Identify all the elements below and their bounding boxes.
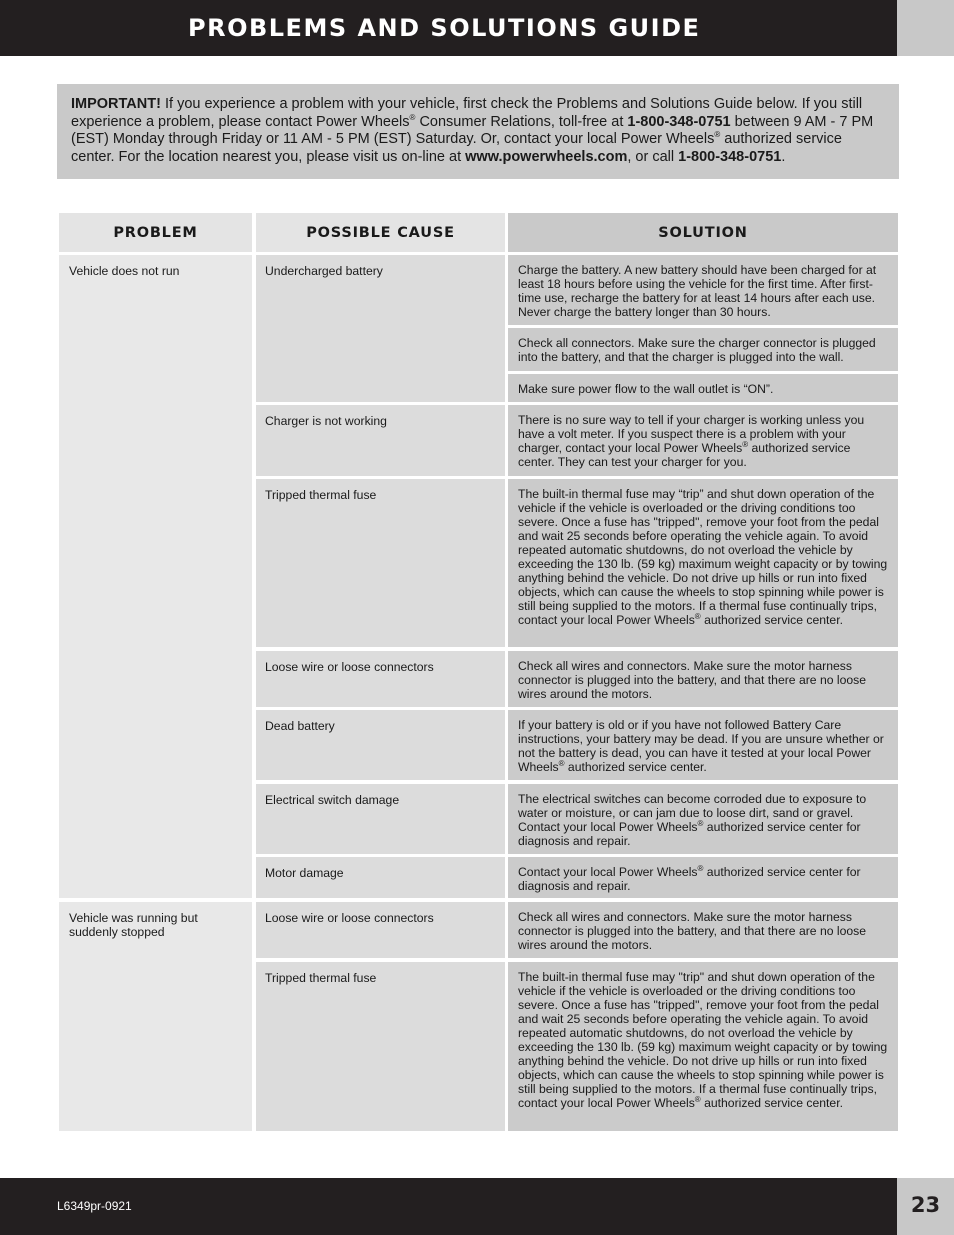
page-title: PROBLEMS AND SOLUTIONS GUIDE	[188, 14, 701, 42]
solution-text: Check all connectors. Make sure the charger connector is plugged into the battery, and that the charger is plugged into the wall.	[518, 336, 876, 364]
problem-cell: Vehicle does not run	[59, 255, 252, 898]
registered-mark: ®	[714, 130, 721, 140]
registered-mark: ®	[694, 611, 701, 621]
registered-mark: ®	[558, 758, 565, 768]
solution-text: authorized service center for diagnosis and repair.	[518, 865, 861, 893]
solution-cell	[508, 651, 898, 707]
column-header-solution: SOLUTION	[508, 213, 898, 252]
solution-cell	[508, 784, 898, 854]
website-link[interactable]: www.powerwheels.com	[465, 148, 628, 165]
solution-text: The built-in thermal fuse may "trip" and shut down operation of the vehicle if the vehicle is overloaded or the driving conditions too severe. Once a fuse has "tripped", remove your foot from the pedal and wait 25 seconds before operating the vehicle again. To avoid repeated automatic shutdowns, do not overload the vehicle by exceeding the 130 lb. (59 kg) maximum weight capacity or by towing anything behind the vehicle. Do not drive up hills or run into fixed objects, which can cause the wheels to stop spinning while power is still being supplied to the motors. If a thermal fuse continually trips, contact your local Power Wheels	[518, 970, 888, 1110]
solution-cell	[508, 902, 898, 958]
important-text-1: If you experience a problem with your vehicle, first check the Problems and Solutions Guide below. If you still experience a problem, please contact Power Wheels	[71, 96, 863, 130]
solution-text: Make sure power flow to the wall outlet is “ON”.	[518, 382, 774, 396]
cause-cell: Motor damage	[256, 857, 505, 898]
registered-mark: ®	[697, 863, 704, 873]
solution-cell	[508, 255, 898, 325]
solution-text: The electrical switches can become corroded due to exposure to water or moisture, or can jam due to loose dirt, sand or gravel. Contact your local Power Wheels	[518, 792, 867, 834]
registered-mark: ®	[409, 112, 416, 122]
cause-cell: Tripped thermal fuse	[256, 479, 505, 647]
document-code: L6349pr-0921	[57, 1199, 132, 1213]
solution-text: authorized service center.	[700, 613, 843, 627]
cause-cell: Tripped thermal fuse	[256, 962, 505, 1131]
cause-cell: Loose wire or loose connectors	[256, 902, 505, 958]
page-number: 23	[910, 1193, 941, 1217]
problem-cell: Vehicle was running but suddenly stopped	[59, 902, 252, 1131]
solution-cell	[508, 405, 898, 476]
solution-text: authorized service center for diagnosis and repair.	[518, 820, 861, 848]
registered-mark: ®	[742, 439, 749, 449]
solution-cell	[508, 962, 898, 1131]
cause-cell: Loose wire or loose connectors	[256, 651, 505, 707]
cause-cell: Charger is not working	[256, 405, 505, 476]
registered-mark: ®	[694, 1094, 701, 1104]
solution-text: authorized service center. They can test your charger for you.	[518, 441, 851, 469]
footer-bar	[0, 1178, 897, 1235]
solution-text: Contact your local Power Wheels	[518, 865, 698, 879]
important-text-5: , or call	[627, 148, 679, 165]
solution-cell	[508, 374, 898, 402]
header-tab	[897, 0, 954, 56]
solution-text: The built-in thermal fuse may “trip” and shut down operation of the vehicle if the vehicle is overloaded or the driving conditions too severe. Once a fuse has "tripped", remove your foot from the pedal and wait 25 seconds before operating the vehicle again. To avoid repeated automatic shutdowns, do not overload the vehicle by exceeding the 130 lb. (59 kg) maximum weight capacity or by towing anything behind the vehicle. Do not drive up hills or run into fixed objects, which can cause the wheels to stop spinning while power is still being supplied to the motors. If a thermal fuse continually trips, contact your local Power Wheels	[518, 487, 888, 627]
registered-mark: ®	[697, 818, 704, 828]
solution-text: authorized service center.	[564, 760, 707, 774]
phone-number: 1-800-348-0751	[678, 148, 782, 165]
column-header-cause: POSSIBLE CAUSE	[256, 213, 505, 252]
important-text-6: .	[781, 148, 786, 165]
column-header-problem: PROBLEM	[59, 213, 252, 252]
solution-text: authorized service center.	[700, 1096, 843, 1110]
important-text-2: Consumer Relations, toll-free at	[415, 113, 628, 130]
solution-text: If your battery is old or if you have not followed Battery Care instructions, your battery may be dead. If you are unsure whether or not the battery is dead, you can have it tested at your local Power Wheels	[518, 718, 884, 774]
solution-text: Check all wires and connectors. Make sure the motor harness connector is plugged into the battery, and that there are no loose wires around the motors.	[518, 659, 867, 701]
important-notice	[57, 84, 899, 179]
important-text-4: authorized service center. For the location nearest you, please visit us on-line at	[71, 131, 842, 165]
important-text-3: between 9 AM - 7 PM (EST) Monday through Friday or 11 AM - 5 PM (EST) Saturday. Or, contact your local Power Wheels	[71, 113, 874, 147]
solution-text: Charge the battery. A new battery should have been charged for at least 18 hours before using the vehicle for the first time. After first-time use, recharge the battery for at least 14 hours after each use. Never charge the battery longer than 30 hours.	[518, 263, 877, 319]
cause-cell: Electrical switch damage	[256, 784, 505, 854]
cause-cell: Dead battery	[256, 710, 505, 780]
solution-cell	[508, 857, 898, 898]
solution-cell	[508, 710, 898, 780]
solution-text: Check all wires and connectors. Make sure the motor harness connector is plugged into the battery, and that there are no loose wires around the motors.	[518, 910, 867, 952]
solution-text: There is no sure way to tell if your charger is working unless you have a volt meter. If you suspect there is a problem with your charger, contact your local Power Wheels	[518, 413, 865, 455]
solution-cell	[508, 328, 898, 371]
important-lead: IMPORTANT!	[71, 96, 161, 112]
phone-number: 1-800-348-0751	[627, 113, 731, 130]
cause-cell: Undercharged battery	[256, 255, 505, 402]
solution-cell	[508, 479, 898, 647]
